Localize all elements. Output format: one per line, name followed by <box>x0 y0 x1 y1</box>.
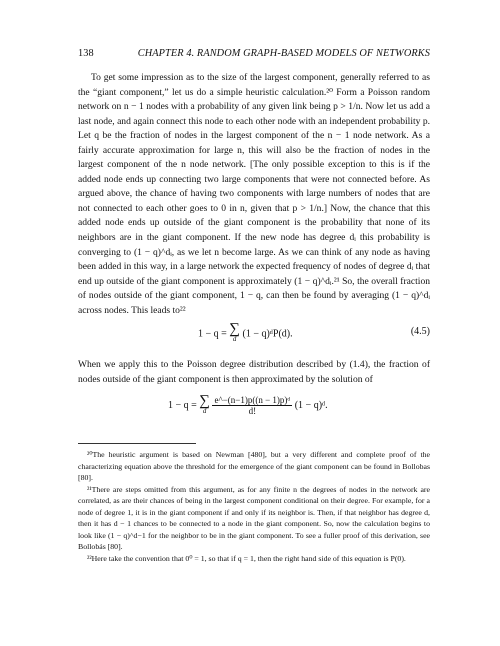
equation-4-5 <box>78 318 430 358</box>
fraction-numerator: e^−(n−1)p((n − 1)p)ᵈ <box>214 395 291 406</box>
page <box>78 48 430 564</box>
equation-poisson-left: 1 − q = <box>168 400 200 412</box>
sum-symbol-2: ∑ d <box>199 392 210 415</box>
paragraph-giant-component: To get some impression as to the size of the largest component, generally referred to as the “giant component,” let us do a simple heuristic calculation.²⁰ Form a Poisson random network on n − 1 nodes with a probability of any given link being p > 1/n. Now let us add a last node, and again connect this node to each other node with an independent probability p. Let q be the fraction of nodes in the largest component of the n − 1 node network. As a fairly accurate approximation for large n, this will also be the fraction of nodes in the largest component of the n node network. [The only possible exception to this is if the added node ends up connecting two large components that were not connected before. As argued above, the chance of having two components with large numbers of nodes that are not connected to each other goes to 0 in n, given that p > 1/n.] Now, the chance that this added node ends up outside of the giant component is the probability that none of its neighbors are in the giant component. If the new node has degree dᵢ this probability is converging to (1 − q)^dᵢ, as we let n become large. As we can think of any node as having been added in this way, in a large network the expected frequency of nodes of degree dᵢ that end up outside of the giant component is approximately (1 − q)^dᵢ.²¹ So, the overall fraction of nodes outside of the giant component, 1 − q, can then be found by averaging (1 − q)^dᵢ across nodes. This leads to²² <box>78 72 430 316</box>
fraction <box>212 395 292 416</box>
equation-4-5-left: 1 − q = <box>198 328 230 340</box>
equation-poisson-right: (1 − q)ᵈ. <box>294 400 328 412</box>
footnote-rule <box>78 443 196 444</box>
paragraph-poisson: When we apply this to the Poisson degree distribution described by (1.4), the fraction of nodes outside of the giant component is then approximated by the solution of <box>78 359 430 385</box>
equation-4-5-body <box>198 321 293 344</box>
running-head <box>78 48 430 59</box>
footnote-21: ²¹There are steps omitted from this argument, as for any finite n the degrees of nodes in the network are correlated, as are their chances of being in the largest component conditional on their degree. For example, for a node of degree 1, it is in the giant component if and only if its neighbor is. Then, if that neighbor has degree d, then it has d − 1 chances to be connected to a node in the giant component. So, now the calculation begins to look like (1 − q)^d−1 for the neighbor to be in the giant component. To see a fuller proof of this derivation, see Bollobás [80]. <box>78 484 430 552</box>
chapter-title: CHAPTER 4. RANDOM GRAPH-BASED MODELS OF NETWORKS <box>137 48 430 59</box>
sum-index-2: d <box>202 406 207 415</box>
page-number: 138 <box>78 48 94 59</box>
fraction-denominator: d! <box>248 406 257 417</box>
equation-poisson-body <box>168 392 328 417</box>
sum-index: d <box>232 335 237 344</box>
sum-symbol: ∑ d <box>229 321 240 344</box>
equation-poisson <box>78 387 430 439</box>
equation-4-5-right: (1 − q)ᵈP(d). <box>242 328 293 340</box>
footnote-20: ²⁰The heuristic argument is based on Newman [480], but a very different and complete proof of the characterizing equation above the threshold for the emergence of the giant component can be found in Bollobas [80]. <box>78 450 430 483</box>
equation-number: (4.5) <box>410 326 430 338</box>
footnote-22: ²²Here take the convention that 0⁰ = 1, so that if q = 1, then the right hand side of this equation is P(0). <box>87 553 406 563</box>
